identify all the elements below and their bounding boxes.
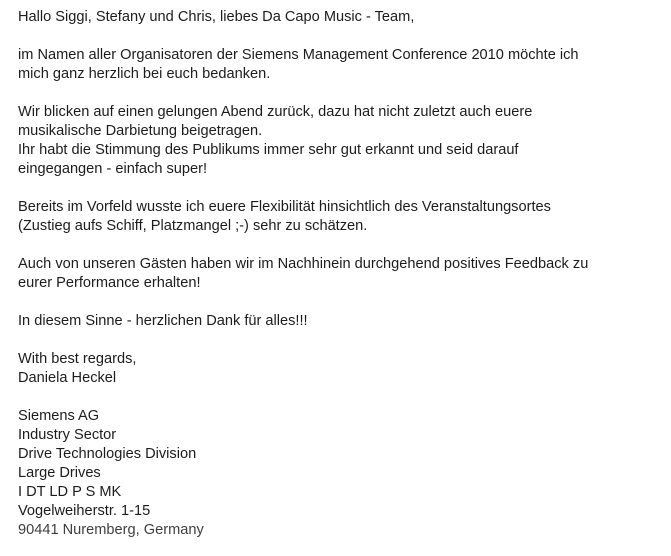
text-line: (Zustieg aufs Schiff, Platzmangel ;-) sehr zu schätzen. (18, 218, 368, 234)
closing (18, 350, 663, 388)
signature-division: Drive Technologies Division (18, 446, 197, 462)
paragraph-evening (18, 103, 663, 179)
text-line: Bereits im Vorfeld wusste ich euere Flexibilität hinsichtlich des Veranstaltungsortes (18, 199, 551, 215)
paragraph-gap (18, 179, 663, 198)
paragraph-feedback (18, 255, 663, 293)
greeting: Hallo Siggi, Stefany und Chris, liebes Da Capo Music - Team, (18, 9, 415, 25)
text-line: mich ganz herzlich bei euch bedanken. (18, 66, 271, 82)
signature-city: 90441 Nuremberg, Germany (18, 522, 204, 538)
paragraph-gap (18, 27, 663, 46)
signature-department: Large Drives (18, 465, 101, 481)
text-line: eingegangen - einfach super! (18, 161, 208, 177)
paragraph-gap (18, 84, 663, 103)
paragraph-gap (18, 331, 663, 350)
paragraph-gap (18, 293, 663, 312)
paragraph-flexibility (18, 198, 663, 236)
text-line: Ihr habt die Stimmung des Publikums immer sehr gut erkannt und seid darauf (18, 142, 519, 158)
paragraph-gap (18, 388, 663, 407)
signature-block (18, 407, 663, 540)
closing-regards: With best regards, (18, 351, 137, 367)
signature-company: Siemens AG (18, 408, 100, 424)
text-line: Auch von unseren Gästen haben wir im Nachhinein durchgehend positives Feedback zu (18, 256, 589, 272)
sender-name: Daniela Heckel (18, 370, 117, 386)
text-line: im Namen aller Organisatoren der Siemens Management Conference 2010 möchte ich (18, 47, 579, 63)
signature-sector: Industry Sector (18, 427, 117, 443)
paragraph-gap (18, 236, 663, 255)
text-line: musikalische Darbietung beigetragen. (18, 123, 263, 139)
paragraph-thanks (18, 46, 663, 84)
text-line: eurer Performance erhalten! (18, 275, 201, 291)
signature-org-code: I DT LD P S MK (18, 484, 122, 500)
letter-body (18, 8, 663, 540)
text-line: Wir blicken auf einen gelungen Abend zurück, dazu hat nicht zuletzt auch euere (18, 104, 533, 120)
signature-street: Vogelweiherstr. 1-15 (18, 503, 151, 519)
paragraph-final-thanks: In diesem Sinne - herzlichen Dank für alles!!! (18, 313, 308, 329)
